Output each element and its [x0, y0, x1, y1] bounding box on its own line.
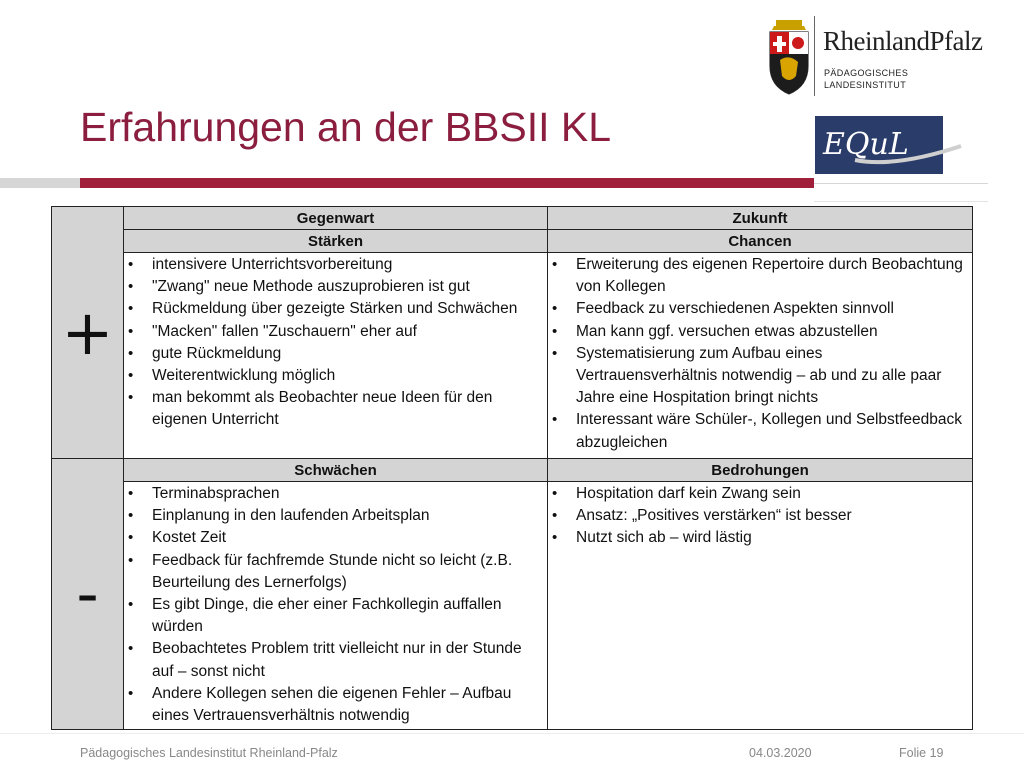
rlp-wordmark: RheinlandPfalz — [823, 26, 983, 56]
list-item: • man bekommt als Beobachter neue Ideen für den eigenen Unterricht — [152, 387, 543, 431]
list-item: • Weiterentwicklung möglich — [152, 365, 543, 387]
list-item: • Erweiterung des eigenen Repertoire durch Beobachtung von Kollegen — [576, 254, 968, 298]
list-item: • Terminabsprachen — [152, 483, 543, 505]
rlp-logo — [766, 14, 983, 98]
footer-slide-number: Folie 19 — [899, 746, 944, 760]
list-item: • Einplanung in den laufenden Arbeitsplan — [152, 505, 543, 527]
plus-cell — [52, 207, 124, 459]
list-item: • Feedback für fachfremde Stunde nicht so leicht (z.B. Beurteilung des Lernerfolgs) — [152, 550, 543, 594]
threats-cell — [548, 482, 973, 730]
weaknesses-list — [124, 482, 547, 729]
logo-divider — [814, 16, 815, 96]
header-zukunft: Zukunft — [548, 207, 973, 230]
chances-cell — [548, 253, 973, 459]
weaknesses-cell — [124, 482, 548, 730]
minus-cell — [52, 459, 124, 730]
list-item: • Ansatz: „Positives verstärken“ ist besser — [576, 505, 968, 527]
slide-title: Erfahrungen an der BBSII KL — [80, 104, 612, 150]
swot-table — [51, 206, 973, 730]
list-item: • Hospitation darf kein Zwang sein — [576, 483, 968, 505]
equl-logo-text: EQuL — [823, 127, 909, 162]
chances-list — [548, 253, 972, 456]
list-item: • Nutzt sich ab – wird lästig — [576, 527, 968, 549]
list-item: • intensivere Unterrichtsvorbereitung — [152, 254, 543, 276]
list-item: • Man kann ggf. versuchen etwas abzustellen — [576, 321, 968, 343]
strengths-list — [124, 253, 547, 434]
threats-list — [548, 482, 972, 552]
list-item: • Feedback zu verschiedenen Aspekten sinnvoll — [576, 298, 968, 320]
list-item: • "Macken" fallen "Zuschauern" eher auf — [152, 321, 543, 343]
list-item: • Rückmeldung über gezeigte Stärken und Schwächen — [152, 298, 543, 320]
list-item: • gute Rückmeldung — [152, 343, 543, 365]
list-item: • Andere Kollegen sehen die eigenen Fehler – Aufbau eines Vertrauensverhältnis notwendig — [152, 683, 543, 727]
list-item: • Kostet Zeit — [152, 527, 543, 549]
footer-institute: Pädagogisches Landesinstitut Rheinland-Pfalz — [80, 746, 338, 760]
list-item: • Interessant wäre Schüler-, Kollegen und Selbstfeedback abzugleichen — [576, 409, 968, 453]
header-staerken: Stärken — [124, 230, 548, 253]
list-item: • "Zwang" neue Methode auszuprobieren ist gut — [152, 276, 543, 298]
minus-symbol: - — [76, 557, 99, 631]
list-item: • Systematisierung zum Aufbau eines Vertrauensverhältnis notwendig – ab und zu alle paar Jahre eine Hospitation bringt nichts — [576, 343, 968, 410]
rlp-subline-2: LANDESINSTITUT — [824, 80, 907, 90]
rlp-subline-1: PÄDAGOGISCHES — [824, 68, 909, 78]
equl-logo — [815, 116, 963, 174]
strengths-cell — [124, 253, 548, 459]
list-item: • Es gibt Dinge, die eher einer Fachkollegin auffallen würden — [152, 594, 543, 638]
list-item: • Beobachtetes Problem tritt vielleicht nur in der Stunde auf – sonst nicht — [152, 638, 543, 682]
plus-symbol: + — [61, 295, 114, 369]
footer-date: 04.03.2020 — [749, 746, 812, 760]
title-bar-line — [814, 183, 988, 184]
footer-divider — [0, 733, 1024, 734]
separator-line — [814, 201, 988, 202]
header-chancen: Chancen — [548, 230, 973, 253]
coat-of-arms-icon — [766, 14, 812, 98]
header-bedrohungen: Bedrohungen — [548, 459, 973, 482]
header-schwaechen: Schwächen — [124, 459, 548, 482]
title-bar-accent — [80, 178, 814, 188]
title-bar-gray — [0, 178, 80, 188]
header-gegenwart: Gegenwart — [124, 207, 548, 230]
